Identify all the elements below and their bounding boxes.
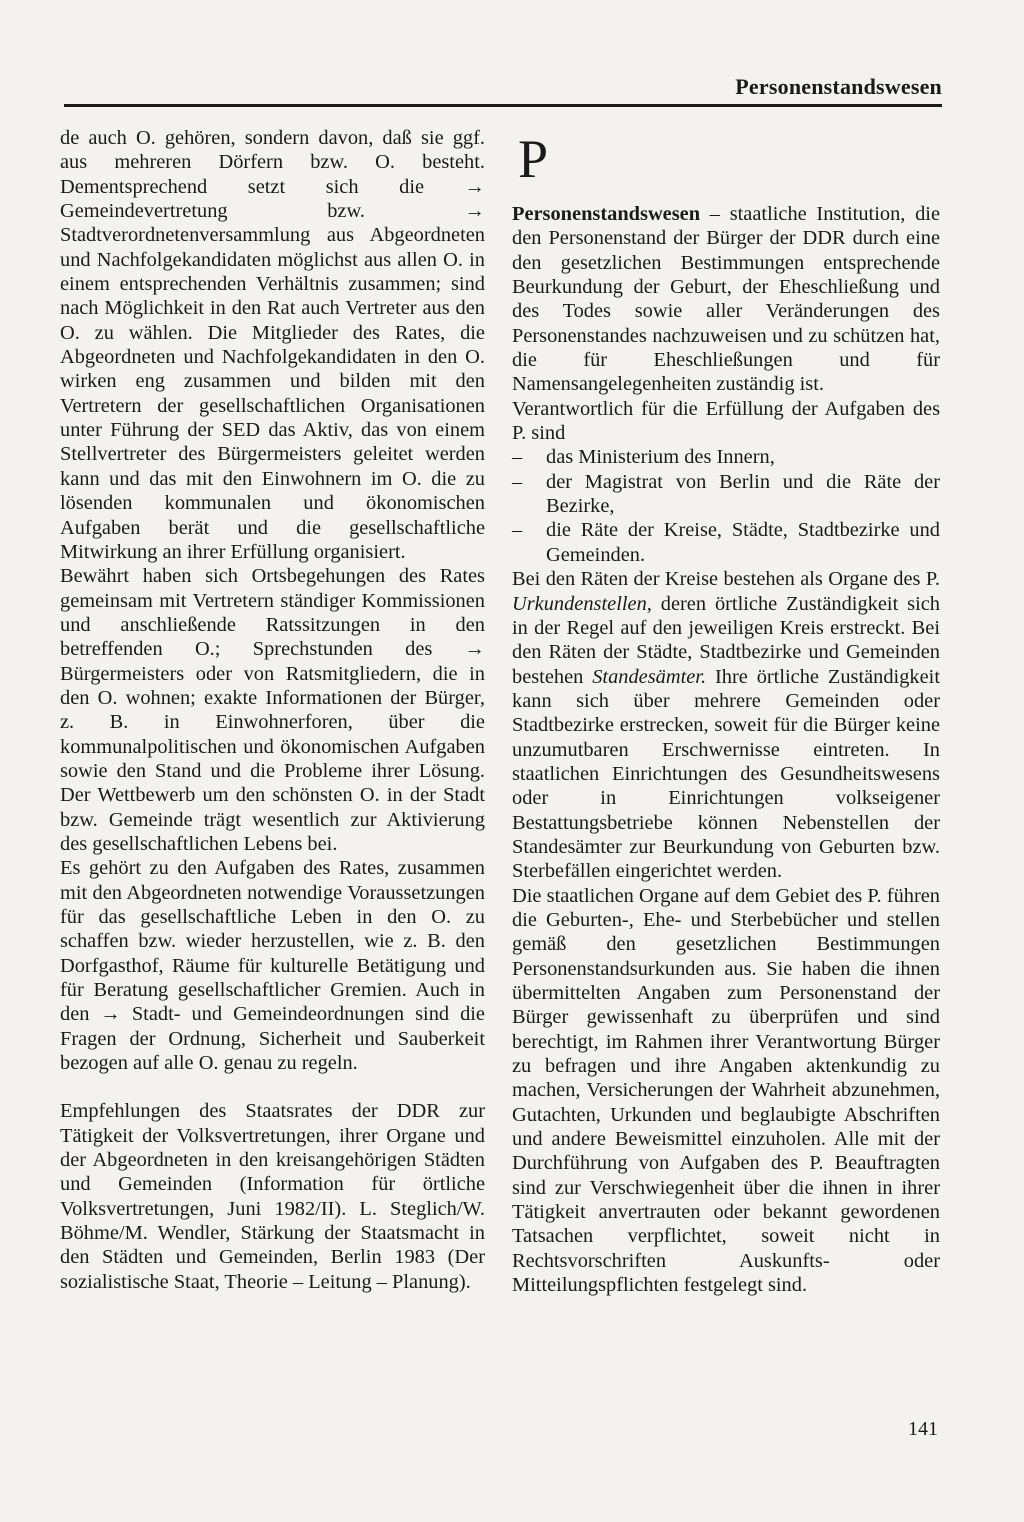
header-rule (64, 104, 942, 107)
running-title: Personenstandswesen (735, 74, 942, 99)
entry-definition (512, 202, 940, 397)
page-number: 141 (908, 1418, 938, 1440)
paragraph-practice: Bewährt haben sich Ortsbegehungen des Rates gemeinsam mit Vertretern ständiger Kommissionen und anschließende Ratssitzungen in den betreffenden O.; Sprechstunden des → Bürgermeisters oder von Ratsmitgliedern, die in den O. wohnen; exakte Informationen der Bürger, z. B. in Einwohnerforen, über die kommunalpolitischen und ökonomischen Aufgaben sowie den Stand und die Probleme ihrer Lösung. Der Wettbewerb um den schönsten O. in der Stadt bzw. Gemeinde trägt wesentlich zur Aktivierung des gesellschaftlichen Lebens bei. (60, 565, 485, 855)
list-item: – das Ministerium des Innern, (512, 445, 940, 469)
text-run: Bei den Räten der Kreise bestehen als Organe des P. (512, 568, 940, 591)
paragraph-gap (60, 1075, 485, 1099)
paragraph-continuation: de auch O. gehören, sondern davon, daß sie ggf. aus mehreren Dörfern bzw. O. besteht. Dementsprechend setzt sich die → Gemeindevertretung bzw. → Stadtverordnetenversammlung aus Abgeordneten und Nachfolgekandidaten möglichst aus allen O. in einem entsprechenden Verhältnis zusammen; sind nach Möglichkeit in den Rat auch Vertreter aus den O. zu wählen. Die Mitglieder des Rates, die Abgeordneten und Nachfolgekandidaten in den O. wirken eng zusammen und bilden mit den Vertretern der gesellschaftlichen Organisationen unter Führung der SED das Aktiv, das von einem Stellvertreter des Bürgermeisters geleitet werden kann und das mit den Einwohnern im O. die zu lösenden kommunalen und ökonomischen Aufgaben berät und die gesellschaftliche Mitwirkung an ihrer Erfüllung organisiert. (60, 127, 485, 563)
list-item: – der Magistrat von Berlin und die Räte der Bezirke, (512, 470, 940, 519)
italic-term-standesaemter: Standesämter. (592, 665, 707, 688)
text-run: Ihre örtliche Zuständigkeit kann sich über mehrere Gemeinden oder Stadtbezirke erstrecken, soweit für die Bürger keine unzumutbaren Erschwernisse eintreten. In staatlichen Einrichtungen des Gesundheitswesens oder in Einrichtungen volkseigener Bestattungsbetriebe können Nebenstellen der Standesämter zur Beurkundung von Geburten bzw. Sterbefällen eingerichtet werden. (512, 665, 940, 883)
paragraph-offices (512, 567, 940, 883)
responsibility-intro: Verantwortlich für die Erfüllung der Aufgaben des P. sind (512, 397, 940, 445)
right-column (512, 126, 940, 1297)
paragraph-duties: Die staatlichen Organe auf dem Gebiet des P. führen die Geburten-, Ehe- und Sterbebücher und stellen gemäß den gesetzlichen Bestimmungen Personenstandsurkunden aus. Sie haben die ihnen übermittelten Angaben zum Personenstand der Bürger gewissenhaft zu überprüfen und sind berechtigt, im Rahmen ihrer Verantwortung Bürger zu befragen und ihre Angaben aktenkundig zu machen, Versicherungen der Wahrheit abzunehmen, Gutachten, Urkunden und beglaubigte Abschriften und andere Beweismittel einzuholen. Alle mit der Durchführung von Aufgaben des P. Beauftragten sind zur Verschwiegenheit über die ihnen in ihrer Tätigkeit anvertrauten oder bekannt gewordenen Tatsachen verpflichtet, soweit nicht in Rechtsvorschriften Auskunfts- oder Mitteilungspflichten festgelegt sind. (512, 884, 940, 1297)
entry-definition-text: – staatliche Institution, die den Personenstand der Bürger der DDR durch eine den gesetzlichen Bestimmungen entsprechende Beurkundung der Geburt, der Eheschließung und des Todes sowie aller Veränderungen des Personenstandes nachzuweisen und zu schützen hat, die für Eheschließungen und für Namensangelegenheiten zuständig ist. (512, 203, 940, 396)
italic-term-urkundenstellen: Urkundenstellen, (512, 592, 652, 615)
paragraph-references: Empfehlungen des Staatsrates der DDR zur Tätigkeit der Volksvertretungen, ihrer Organe und der Abgeordneten in den kreisangehörigen Städten und Gemeinden (Information für örtliche Volksvertretungen, Juni 1982/II). L. Steglich/W. Böhme/M. Wendler, Stärkung der Staatsmacht in den Städten und Gemeinden, Berlin 1983 (Der sozialistische Staat, Theorie – Leitung – Planung). (60, 1100, 485, 1293)
paragraph-tasks: Es gehört zu den Aufgaben des Rates, zusammen mit den Abgeordneten notwendige Voraussetzungen für das gesellschaftliche Leben in den O. zu schaffen bzw. wieder herzustellen, wie z. B. den Dorfgasthof, Räume für kulturelle Betätigung und für Beratung gesellschaftlicher Gremien. Auch in den → Stadt- und Gemeindeordnungen sind die Fragen der Ordnung, Sicherheit und Sauberkeit bezogen auf alle O. genau zu regeln. (60, 857, 485, 1075)
text-run: deren örtliche Zuständigkeit sich in der Regel auf den jeweiligen Kreis erstreckt. Bei den Räten der Städte, Stadtbezirke und Gemeinden bestehen (512, 592, 940, 688)
section-letter: P (518, 129, 549, 189)
list-item: – die Räte der Kreise, Städte, Stadtbezirke und Gemeinden. (512, 518, 940, 567)
entry-term: Personenstandswesen (512, 203, 701, 225)
left-column (60, 126, 485, 1294)
responsibility-list (512, 445, 940, 567)
